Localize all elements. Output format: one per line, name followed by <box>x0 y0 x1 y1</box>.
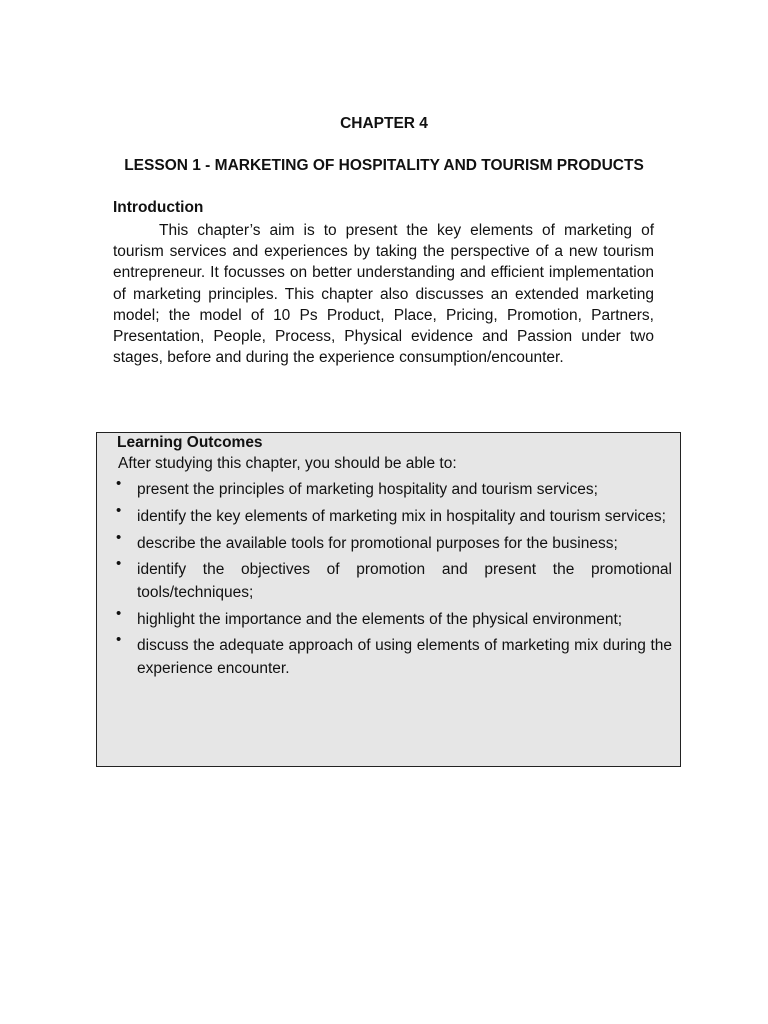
learning-outcomes-heading: Learning Outcomes <box>117 434 263 451</box>
learning-outcomes-list <box>113 475 672 685</box>
lesson-title: LESSON 1 - MARKETING OF HOSPITALITY AND TOURISM PRODUCTS <box>124 157 644 174</box>
outcome-item <box>113 555 672 604</box>
outcome-text: identify the objectives of promotion and present the promotional tools/techniques; <box>137 561 672 601</box>
outcome-item <box>113 475 672 502</box>
learning-outcomes-intro: After studying this chapter, you should be able to: <box>118 455 457 472</box>
outcome-text: highlight the importance and the elements of the physical environment; <box>137 610 623 628</box>
chapter-title: CHAPTER 4 <box>340 115 428 132</box>
outcome-item <box>113 631 672 680</box>
outcome-text: identify the key elements of marketing mix in hospitality and tourism services; <box>137 507 666 525</box>
outcome-item <box>113 501 672 529</box>
outcome-text: discuss the adequate approach of using elements of marketing mix during the experience encounter. <box>137 637 672 677</box>
learning-outcomes-box <box>96 432 681 767</box>
outcome-item <box>113 528 672 556</box>
outcome-item <box>113 604 672 632</box>
bullet-icon: • <box>116 501 122 519</box>
bullet-icon: • <box>116 475 122 492</box>
bullet-icon: • <box>116 604 122 622</box>
introduction-heading: Introduction <box>113 199 204 216</box>
introduction-paragraph: This chapter’s aim is to present the key elements of marketing of tourism services and experiences by taking the perspective of a new tourism entrepreneur. It focusses on better understanding and efficient implementation of marketing principles. This chapter also discusses an extended marketing model; the model of 10 Ps Product, Place, Pricing, Promotion, Partners, Presentation, People, Process, Physical evidence and Passion under two stages, before and during the experience consumption/encounter. <box>113 222 654 367</box>
outcome-text: present the principles of marketing hospitality and tourism services; <box>137 481 598 498</box>
bullet-icon: • <box>116 631 122 649</box>
bullet-icon: • <box>116 555 122 573</box>
outcome-text: describe the available tools for promotional purposes for the business; <box>137 534 618 552</box>
bullet-icon: • <box>116 528 122 546</box>
